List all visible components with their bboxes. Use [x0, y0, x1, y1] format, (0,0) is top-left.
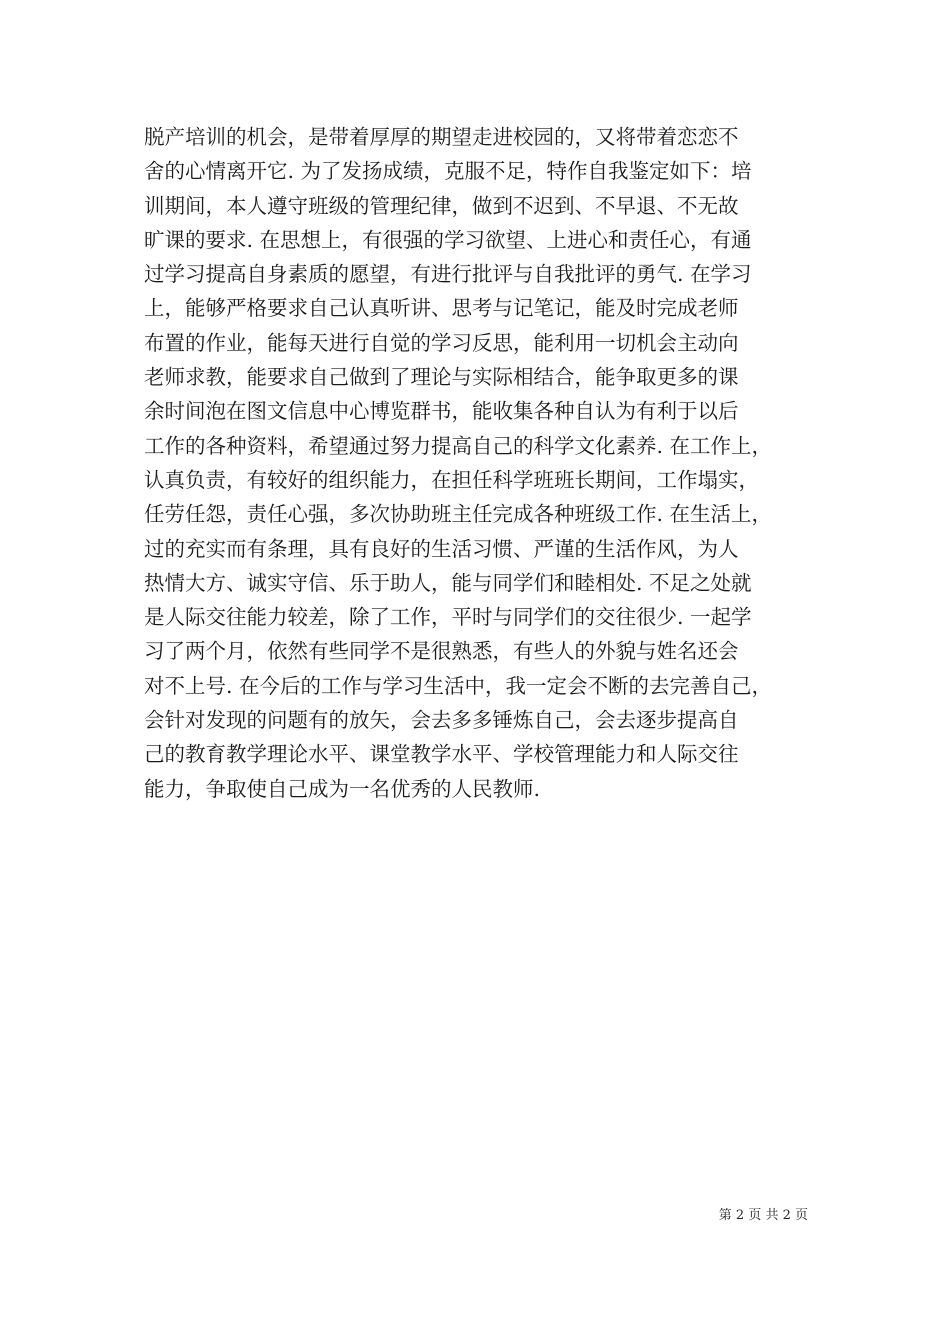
body-paragraph	[144, 120, 814, 806]
text-line: 己的教育教学理论水平、课堂教学水平、学校管理能力和人际交往	[144, 742, 739, 767]
text-line: 是人际交往能力较差，除了工作，平时与同学们的交往很少. 一起学	[144, 605, 752, 630]
text-line: 工作的各种资料，希望通过努力提高自己的科学文化素养. 在工作上，	[144, 433, 773, 458]
text-line: 能力，争取使自己成为一名优秀的人民教师.	[144, 776, 541, 801]
text-line: 会针对发现的问题有的放矢，会去多多锤炼自己，会去逐步提高自	[144, 708, 739, 733]
text-line: 旷课的要求. 在思想上，有很强的学习欲望、上进心和责任心，有通	[144, 227, 752, 252]
text-line: 对不上号. 在今后的工作与学习生活中，我一定会不断的去完善自己，	[144, 673, 773, 698]
text-line: 热情大方、诚实守信、乐于助人，能与同学们和睦相处. 不足之处就	[144, 570, 752, 595]
text-line: 过的充实而有条理，具有良好的生活习惯、严谨的生活作风，为人	[144, 536, 739, 561]
text-line: 认真负责，有较好的组织能力，在担任科学班班长期间，工作塌实，	[144, 467, 759, 492]
text-line: 老师求教，能要求自己做到了理论与实际相结合，能争取更多的课	[144, 365, 739, 390]
text-line: 布置的作业，能每天进行自觉的学习反思，能利用一切机会主动向	[144, 330, 739, 355]
text-line: 任劳任怨，责任心强，多次协助班主任完成各种班级工作. 在生活上，	[144, 502, 773, 527]
text-line: 上，能够严格要求自己认真听讲、思考与记笔记，能及时完成老师	[144, 296, 739, 321]
text-line: 余时间泡在图文信息中心博览群书，能收集各种自认为有利于以后	[144, 399, 739, 424]
page-number: 第 2 页 共 2 页	[718, 1208, 808, 1223]
text-line: 过学习提高自身素质的愿望，有进行批评与自我批评的勇气. 在学习	[144, 262, 752, 287]
text-line: 训期间，本人遵守班级的管理纪律，做到不迟到、不早退、不无故	[144, 193, 739, 218]
text-line: 习了两个月，依然有些同学不是很熟悉，有些人的外貌与姓名还会	[144, 639, 739, 664]
text-line: 舍的心情离开它. 为了发扬成绩，克服不足，特作自我鉴定如下：培	[144, 159, 752, 184]
text-line: 脱产培训的机会，是带着厚厚的期望走进校园的，又将带着恋恋不	[144, 125, 739, 149]
